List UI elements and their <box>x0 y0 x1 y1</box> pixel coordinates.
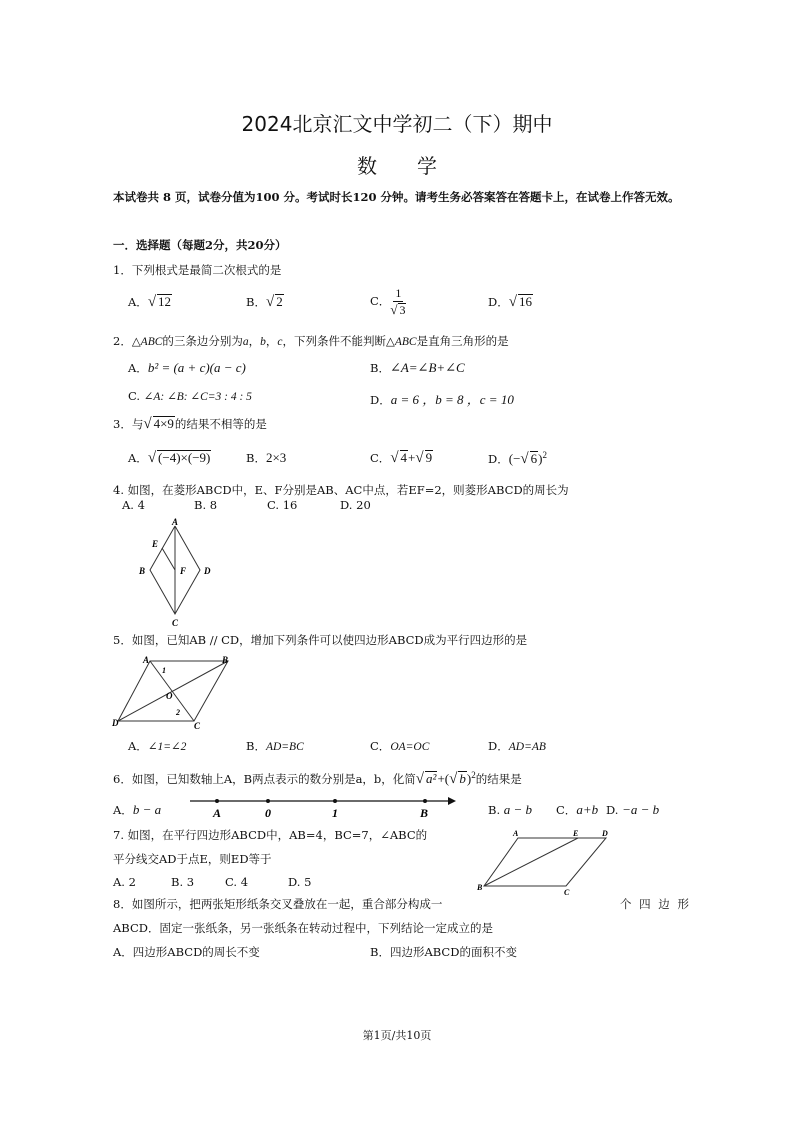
q1-option-a: A．√ 12 <box>128 294 172 310</box>
q5-option-d: D．AD=AB <box>488 739 546 753</box>
exam-title: 2024北京汇文中学初二（下）期中 <box>241 112 553 136</box>
q4-option-c: C. 16 <box>267 498 298 512</box>
q2-option-c: C. ∠A: ∠B: ∠C=3 : 4 : 5 <box>128 389 252 403</box>
point-zero <box>266 799 270 803</box>
subject-title: 数 学 <box>357 154 437 178</box>
parallelogram-figure-q5 <box>110 652 240 730</box>
q1-option-b: B．√ 2 <box>246 294 283 310</box>
point-one <box>333 799 337 803</box>
q6-option-b: B. a − b <box>488 802 533 817</box>
label-a: A <box>213 806 222 820</box>
q1-option-d: D．√ 16 <box>488 294 532 310</box>
q3-option-b: B．2×3 <box>246 450 287 465</box>
q2-option-a: A．b² = (a + c)(a − c) <box>128 360 246 375</box>
number-line <box>190 792 456 820</box>
q4-stem: 4. 如图，在菱形ABCD中，E、F分别是AB、AC中点，若EF=2，则菱形ABCD的周长为 <box>113 483 569 497</box>
q8-option-b: B．四边形ABCD的面积不变 <box>370 945 517 959</box>
q1-option-c: C． $\frac{1}{√ 3}$ <box>370 286 406 317</box>
q5-option-a: A．∠1=∠2 <box>128 739 187 753</box>
segment-ef <box>162 548 175 570</box>
q3-option-a: A．√ (−4)×(−9) <box>128 450 211 466</box>
label-c: C <box>172 618 179 628</box>
arrow-icon <box>448 797 456 805</box>
label-f: F <box>180 566 187 576</box>
label-d: D <box>112 718 119 728</box>
q1-stem: 1．下列根式是最简二次根式的是 <box>113 263 282 277</box>
q5-stem: 5．如图，已知AB // CD，增加下列条件可以使四边形ABCD成为平行四边形的是 <box>113 633 528 647</box>
point-a <box>215 799 219 803</box>
angle-1-label: 1 <box>162 666 166 675</box>
label-b: B <box>139 566 146 576</box>
q7-option-d: D. 5 <box>288 875 312 889</box>
label-e: E <box>573 829 579 838</box>
exam-instructions: 本试卷共 8 页，试卷分值为100 分。考试时长120 分钟。请考生务必答案答在答题卡上，在试卷上作答无效。 <box>113 190 680 204</box>
label-b: B <box>477 883 483 892</box>
q6-option-d: D. −a − b <box>606 802 660 817</box>
label-d: D <box>204 566 211 576</box>
q8-stem-line1: 8．如图所示，把两张矩形纸条交叉叠放在一起，重合部分构成一 <box>113 897 443 911</box>
q7-option-b: B. 3 <box>171 875 195 889</box>
label-a: A <box>172 517 179 527</box>
label-zero: 0 <box>265 806 271 820</box>
q4-option-b: B. 8 <box>194 498 218 512</box>
label-a: A <box>143 655 150 665</box>
q7-stem-line1: 7. 如图，在平行四边形ABCD中，AB=4，BC=7，∠ABC的 <box>113 828 428 842</box>
parallelogram-figure-q7 <box>476 826 614 896</box>
q7-option-a: A. 2 <box>113 875 136 889</box>
label-a: A <box>513 829 519 838</box>
label-c: C <box>564 888 570 896</box>
label-c: C <box>194 721 201 730</box>
q7-option-c: C. 4 <box>225 875 249 889</box>
label-e: E <box>152 539 159 549</box>
q6-option-c: C．a+b <box>556 802 599 817</box>
rhombus-figure <box>130 516 220 628</box>
q6-stem: 6．如图，已知数轴上A，B两点表示的数分别是a，b，化简√ a²+(√ b)$^2$的结果是 <box>113 770 522 787</box>
angle-2-label: 2 <box>176 708 180 717</box>
q3-stem: 3．与√ 4×9的结果不相等的是 <box>113 416 267 432</box>
section-heading: 一．选择题（每题2分，共20分） <box>113 238 287 252</box>
q8-stem-line1-end: 个 四 边 形 <box>620 897 689 911</box>
q2-option-b: B．∠A=∠B+∠C <box>370 360 465 375</box>
q8-option-a: A．四边形ABCD的周长不变 <box>113 945 260 959</box>
label-one: 1 <box>332 806 338 820</box>
label-b: B <box>222 655 229 665</box>
q5-option-b: B．AD=BC <box>246 739 304 753</box>
point-b <box>423 799 427 803</box>
parallelogram-abcd <box>484 838 606 886</box>
label-b: B <box>420 806 429 820</box>
q3-option-c: C．√ 4+√ 9 <box>370 450 433 466</box>
label-d: D <box>602 829 608 838</box>
q5-option-c: C．OA=OC <box>370 739 430 753</box>
label-o: O <box>166 691 173 701</box>
q6-option-a: A．b − a <box>113 802 162 817</box>
page-number: 第1页/共10页 <box>362 1029 432 1042</box>
q2-stem: 2．△ABC的三条边分别为a，b，c，下列条件不能判断△ABC是直角三角形的是 <box>113 334 509 348</box>
q7-stem-line2: 平分线交AD于点E，则ED等于 <box>113 852 272 866</box>
q4-option-a: A. 4 <box>122 498 145 512</box>
bisector-be <box>484 838 578 886</box>
q8-stem-line2: ABCD．固定一张纸条，另一张纸条在转动过程中，下列结论一定成立的是 <box>113 921 493 935</box>
q3-option-d: D．(−√ 6)$^2$ <box>488 450 547 467</box>
q2-option-d: D．a = 6 ，b = 8 ，c = 10 <box>370 392 514 407</box>
q4-option-d: D. 20 <box>340 498 371 512</box>
